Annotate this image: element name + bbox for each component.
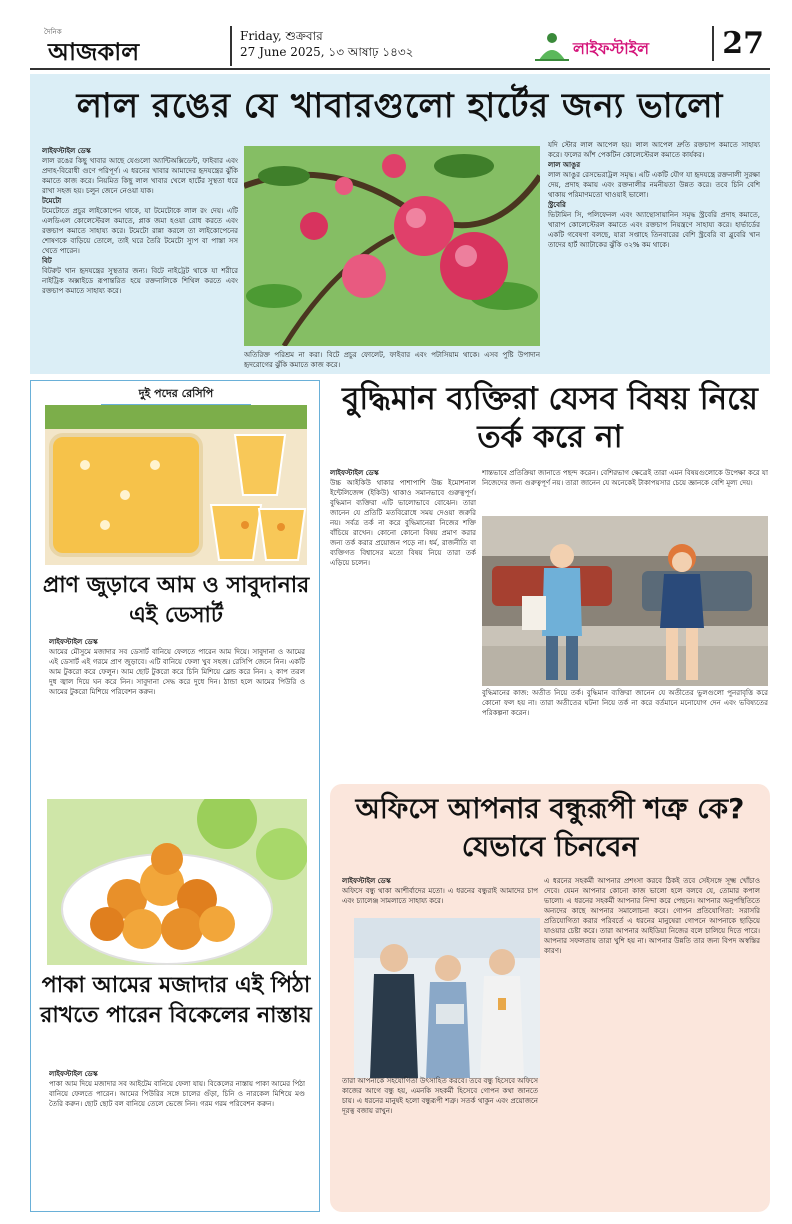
dessert-title[interactable]: প্রাণ জুড়াবে আম ও সাবুদানার এই ডেসার্ট	[42, 573, 310, 628]
office-photo	[354, 918, 540, 1078]
dessert-photo	[45, 405, 307, 565]
logo-name: আজকাল	[48, 37, 140, 66]
recipe-kicker: দুই পদের রেসিপি	[101, 385, 251, 405]
wise-people-column-2: বুদ্ধিমানের কাজ: অতীত নিয়ে তর্ক। বুদ্ধিমান ব্যক্তিরা জানেন যে অতীতের ভুলগুলো পুনরাবৃত্তি করে কোনো ফল হয় না। তারা অতীতের ঘটনা নিয়ে তর্ক না করে বর্তমানে মনোযোগ দেন এবং ভবিষ্যতের পরিকল্পনা করেন।	[482, 689, 768, 717]
wise-people-column-2-top: শান্তভাবে প্রতিক্রিয়া জানাতে পছন্দ করেন। বেশিরভাগ ক্ষেত্রেই তারা এমন বিষয়গুলোকে উপেক্ষা করে যা নিজেদের জন্য গুরুত্বপূর্ণ নয়। তারা জানেন যে অনেকেই টাকাপয়সার চেয়ে জ্ঞানকে বেশি মূল্য দেয়।	[482, 469, 768, 487]
apple-photo-caption: অতিরিক্ত পরিশ্রম না করা। বিটে প্রচুর ফোলেট, ফাইবার এবং পটাসিয়াম থাকে। এসব পুষ্টি উপাদান হৃদরোগের ঝুঁকি কমাতে কাজ করে।	[244, 351, 540, 369]
pitha-photo	[47, 799, 307, 965]
byline: লাইফস্টাইল ডেস্ক	[49, 638, 98, 646]
byline: লাইফস্টাইল ডেস্ক	[330, 469, 379, 477]
article-body: যদি স্টোর লাল আপেল হয়। লাল আপেল দ্রুতি রক্তচাপ কমাতে সাহায্য করে। ফলের আঁশ পেকটিন কোলেস্টেরল কমাতে কার্যকর।	[548, 141, 760, 159]
article-body: ভিটামিন সি, পলিফেনল এবং অ্যান্থোসায়ানিন সমৃদ্ধ স্ট্রবেরি প্রদাহ কমাতে, খারাপ কোলেস্টেরল কমাতে এবং রক্তচাপ নিয়ন্ত্রণে সাহায্য করে। হার্ভার্ডের একটি গবেষণা বলছে, যারা সপ্তাহে তিনবারের বেশি স্ট্রবেরি বা ব্লুবেরি খান তাদের হার্ট অ্যাটাকের ঝুঁকি ৩২% কম থাকে।	[548, 211, 760, 249]
article-body: উচ্চ আইকিউ থাকার পাশাপাশি উচ্চ ইমোশনাল ইন্টেলিজেন্স (ইকিউ) থাকাও সমানভাবে গুরুত্বপূর্ণ। বুদ্ধিমান ব্যক্তিরা এটি ভালোভাবে বোঝেন। তারা জানেন যে প্রতিটি মতবিরোধে সময় দেওয়া জরুরি নয়। সর্বত্র তর্ক না করে বুদ্ধিমানেরা নিজের শক্তি বাঁচিয়ে রাখেন। কোনো কোনো বিষয় প্রমাণ করার জন্য তর্ক করার প্রয়োজন পড়ে না। ধর্ম, রাজনীতি বা ব্যক্তিগত বিশ্বাসের মতো বিষয় নিয়ে তারা তর্ক এড়িয়ে চলেন।	[330, 479, 476, 567]
article-body: বিটরুট খান হৃদযন্ত্রের সুস্থতার জন্য। বিটে নাইট্রেট থাকে যা শরীরে নাইট্রিক অক্সাইডে রূপান্তরিত হয়ে রক্তনালিকে শিথিল করতে এবং রক্তচাপ কমাতে সাহায্য করে।	[42, 267, 238, 295]
article-body: আমের মৌসুমে মজাদার সব ডেসার্ট বানিয়ে ফেলতে পারেন আম দিয়ে। সাবুদানা ও আমের এই ডেসার্ট এই গরমে প্রাণ জুড়াবে। এটি বানিয়ে ফেলা খুব সহজ। রেসিপি জেনে নিন। একটি আম টুকরো করে ফেলুন। আম ছোট টুকরো করে চিনি মিশিয়ে ব্লেন্ড করে নিন। ২ কাপ তরল দুধ জ্বাল দিয়ে ঘন করে নিন। সাবুদানা সেদ্ধ করে দুধে দিন। ঠান্ডা হলে আমের পিউরি ও আমের টুকরো মিশিয়ে পরিবেশন করুন।	[49, 648, 305, 696]
dessert-recipe-text	[49, 637, 305, 789]
heart-food-column-1	[42, 146, 238, 368]
byline: লাইফস্টাইল ডেস্ক	[49, 1070, 98, 1078]
subhead-grape: লাল আঙুর	[548, 161, 581, 169]
lifestyle-figure-icon	[535, 32, 569, 62]
apple-photo	[244, 146, 540, 346]
article-body: পাকা আম দিয়ে মজাদার সব আইটেম বানিয়ে ফেলা যায়। বিকেলের নাস্তায় পাকা আমের পিঠা বানিয়ে ফেলতে পারেন। আমের পিউরির সঙ্গে চালের গুঁড়া, চিনি ও নারকেল মিশিয়ে মণ্ড তৈরি করুন। ছোট ছোট বল বানিয়ে তেলে ভেজে নিন। গরম গরম পরিবেশন করুন।	[49, 1080, 305, 1108]
article-body: লাল আঙুর রেসভেরাট্রল সমৃদ্ধ। এটি একটি যৌগ যা হৃদযন্ত্রে রক্তনালী সুরক্ষা দেয়, প্রদাহ কমায় এবং রক্তনালীর নমনীয়তা উন্নত করে। তবে চিনি বেশি থাকায় পরিমাণমতো খাওয়াই ভালো।	[548, 171, 760, 199]
section-name: লাইফস্টাইল	[573, 39, 649, 58]
office-enemy-column-1-lower: তারা আপনাকে সহযোগিতা উৎসাহিত করবে। তবে বন্ধু হিসেবে অফিসে কাজের আগে বন্ধু হয়, এমনকি সহকর্মী হিসেবে গোপন কথা জানতে চায়। এ ধরনের মানুষই হলো বন্ধুরূপী শত্রু। সতর্ক থাকুন এবং প্রয়োজনে দূরত্ব বজায় রাখুন।	[342, 1077, 538, 1115]
byline: লাইফস্টাইল ডেস্ক	[42, 147, 91, 155]
subhead-beet: বিট	[42, 257, 52, 265]
article-body: অফিসে বন্ধু থাকা আশীর্বাদের মতো। এ ধরনের বন্ধুরাই আমাদের চাপ এবং চ্যালেঞ্জ সামলাতে সাহায্য করে।	[342, 887, 538, 905]
office-enemy-column-1	[342, 876, 538, 916]
street-photo	[482, 516, 768, 686]
heart-food-column-3	[548, 140, 760, 368]
newspaper-logo[interactable]	[42, 26, 232, 66]
subhead-tomato: টমেটো	[42, 197, 62, 205]
wise-people-column-1	[330, 468, 476, 768]
article-body: লাল রঙের কিছু খাবার আছে যেগুলো অ্যান্টিঅক্সিডেন্ট, ফাইবার এবং প্রদাহ-বিরোধী গুণে পরিপূর্ণ। এ ধরনের খাবার আমাদের হৃদযন্ত্রের ঝুঁকি কমাতে কাজ করে। নিয়মিত কিছু লাল খাবার খেলে হার্টের সুস্থতা ধরে রাখা সহজ হয়। চলুন জেনে নেওয়া যাক।	[42, 157, 238, 195]
office-enemy-article	[330, 784, 770, 1212]
office-enemy-headline[interactable]: অফিসে আপনার বন্ধুরূপী শত্রু কে? যেভাবে চিনবেন	[355, 792, 745, 863]
recipe-column	[30, 380, 320, 1212]
page-number: 27	[712, 26, 764, 61]
issue-day: Friday, শুক্রবার	[240, 29, 323, 43]
office-enemy-column-2: এ ধরনের সহকর্মী আপনার প্রশংসা করবে ঠিকই তবে সেইসঙ্গে সূক্ষ্ম খোঁচাও দেবে। যেমন আপনার কোনো কাজ ভালো হলে বলবে যে, তোমার কপাল ভালো। এ ধরনের সহকর্মী আপনার নিন্দা করে পেছনে। আপনার অনুপস্থিতিতে অন্যদের কাছে আপনার সমালোচনা করে। গোপন প্রতিযোগিতা: সরাসরি প্রতিযোগিতা করার পরিবর্তে এ ধরনের মানুষেরা গোপনে আপনাকে ছাড়িয়ে যাওয়ার চেষ্টা করে। তারা আপনার আইডিয়া নিজের বলে চালিয়ে দিতে পারে। আপনার সফলতায় তারা খুশি হয় না। আপনার উন্নতি তার জন্য বিপদ অস্বস্তির কারণ।	[544, 877, 760, 955]
byline: লাইফস্টাইল ডেস্ক	[342, 877, 391, 885]
heart-food-article	[30, 74, 770, 374]
pitha-recipe-text	[49, 1069, 305, 1207]
article-body: টমেটোতে প্রচুর লাইকোপেন থাকে, যা টমেটোকে লাল রং দেয়। এটি এলডিএল কোলেস্টেরল কমাতে, প্লাক জমা হওয়া রোধ করতে এবং রক্তচাপ কমাতে সাহায্য করে। টমেটো রান্না করলে তা লাইকোপেনের শোষণকে বাড়িয়ে তোলে, তাই ঘরে তৈরি টমেটো স্যুপ বা পাস্তা সস খেতে পারেন।	[42, 207, 238, 255]
wise-people-headline[interactable]: বুদ্ধিমান ব্যক্তিরা যেসব বিষয় নিয়ে তর্ক করে না	[342, 381, 758, 455]
issue-date-text: 27 June 2025, ১৩ আষাঢ় ১৪৩২	[240, 45, 414, 59]
subhead-strawberry: স্ট্রবেরি	[548, 201, 566, 209]
issue-date	[240, 28, 413, 60]
section-banner	[535, 32, 705, 62]
heart-food-headline[interactable]: লাল রঙের যে খাবারগুলো হার্টের জন্য ভালো	[76, 86, 724, 126]
wise-people-article	[330, 380, 770, 770]
masthead	[30, 24, 770, 70]
pitha-title[interactable]: পাকা আমের মজাদার এই পিঠা রাখতে পারেন বিকেলের নাস্তায়	[40, 973, 312, 1028]
logo-tagline: দৈনিক	[44, 28, 62, 36]
